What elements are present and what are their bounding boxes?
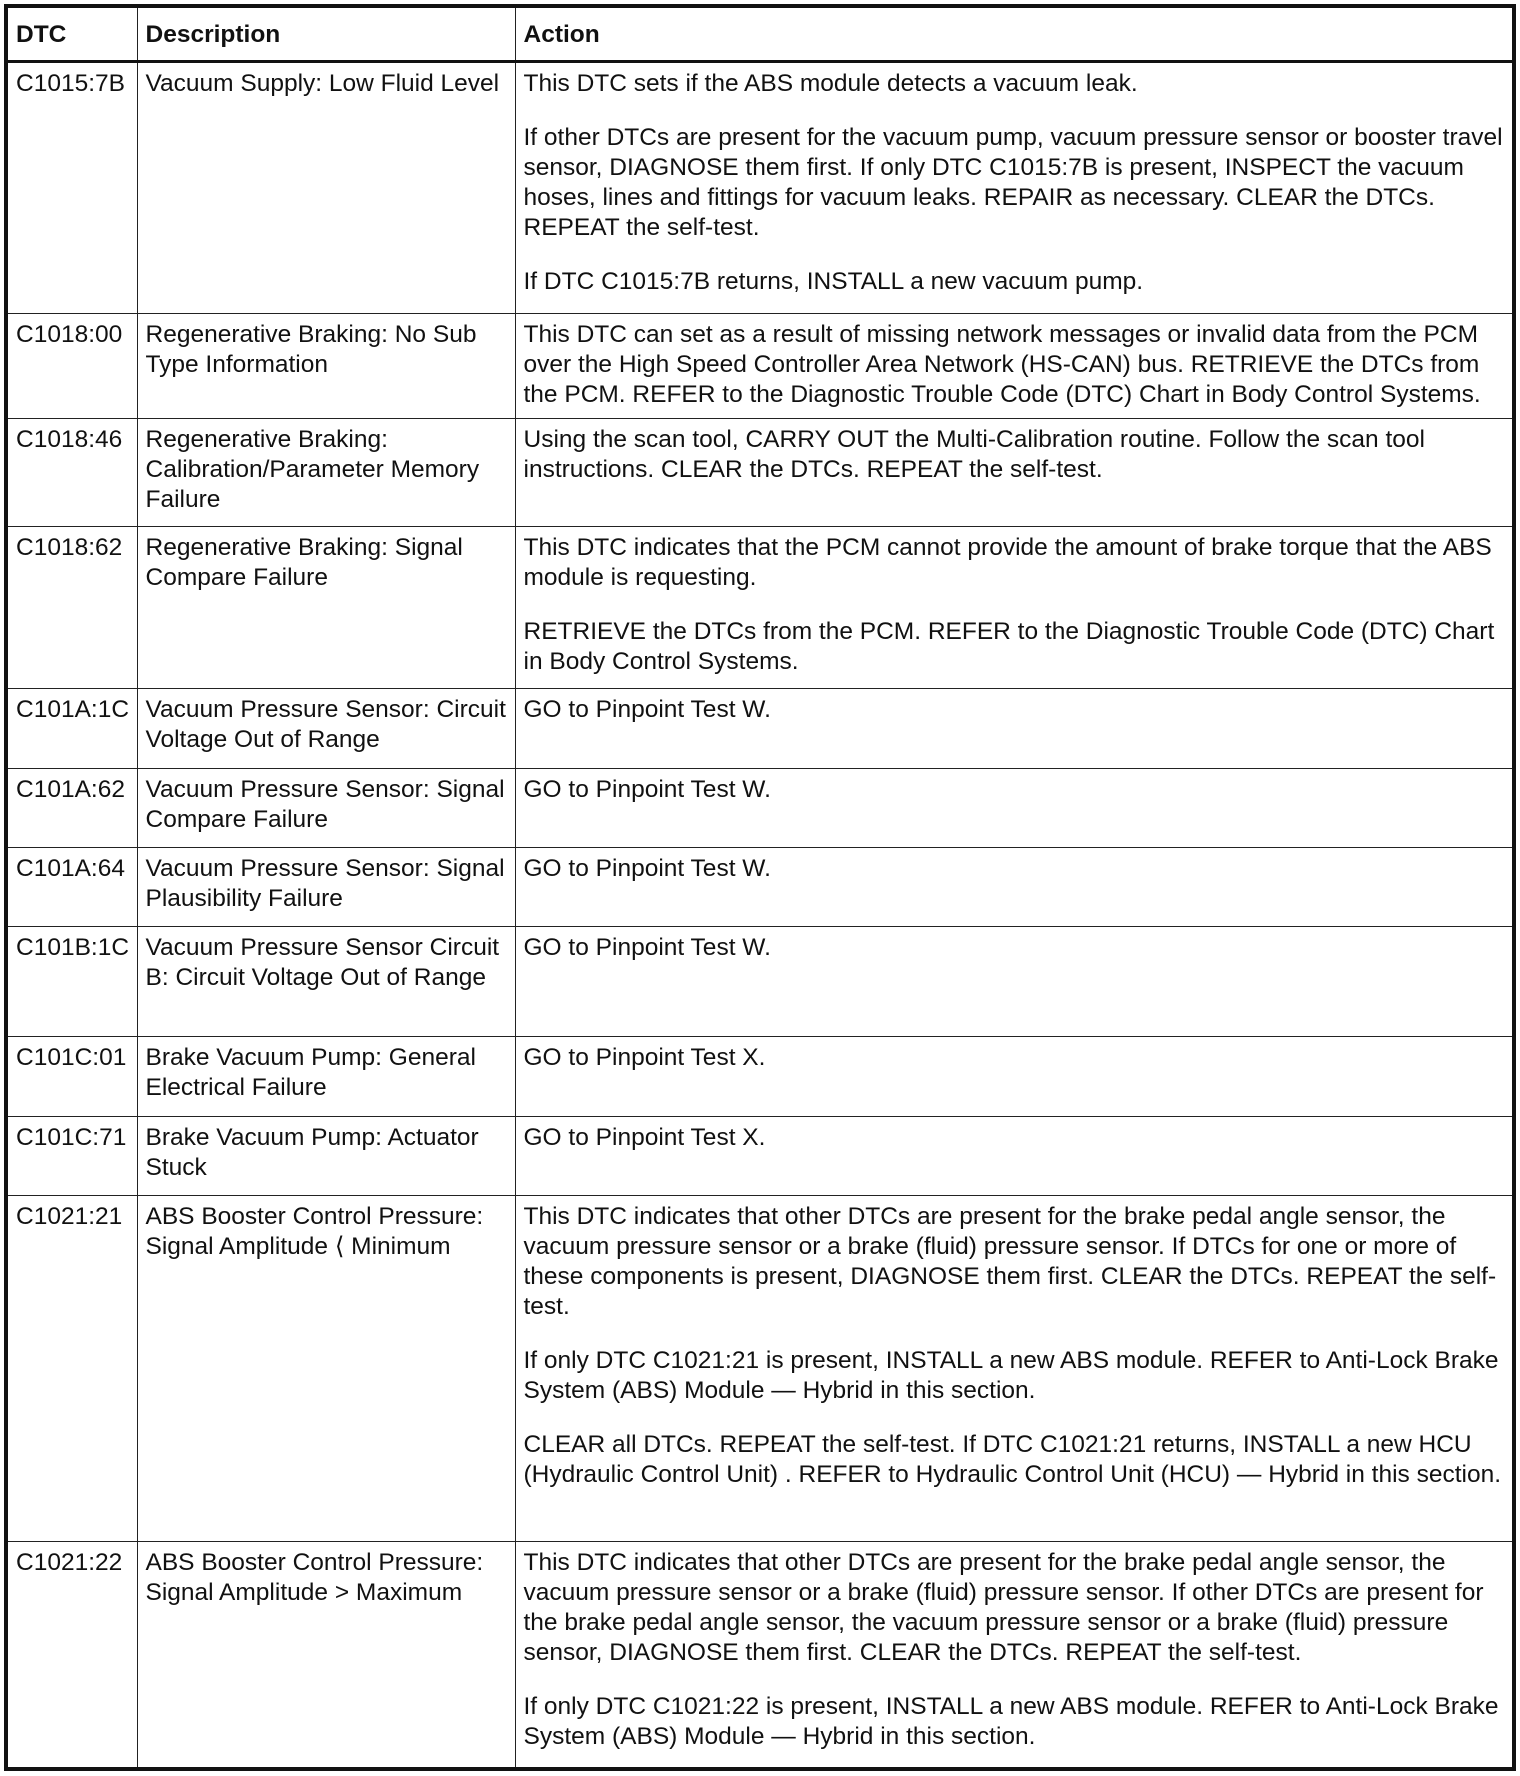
table-row: [6, 689, 1514, 768]
action-paragraph: GO to Pinpoint Test X.: [523, 1123, 766, 1151]
table-row: [6, 314, 1514, 419]
action-paragraph: GO to Pinpoint Test X.: [523, 1044, 766, 1072]
dtc-description: Vacuum Pressure Sensor Circuit B: Circuit Voltage Out of Range: [137, 927, 515, 1037]
dtc-description: ABS Booster Control Pressure: Signal Amplitude ⟨ Minimum: [137, 1195, 515, 1541]
table-header-row: [6, 6, 1514, 62]
dtc-description: Vacuum Pressure Sensor: Signal Plausibility Failure: [137, 848, 515, 927]
header-action: Action: [515, 6, 1514, 62]
table-row: [6, 1037, 1514, 1116]
table-row: [6, 1541, 1514, 1769]
dtc-code: C101A:1C: [6, 689, 137, 768]
dtc-code: C101C:71: [6, 1116, 137, 1195]
dtc-code: C101A:62: [6, 768, 137, 847]
dtc-description: Brake Vacuum Pump: Actuator Stuck: [137, 1116, 515, 1195]
dtc-action: [515, 927, 1514, 1037]
action-paragraph: If DTC C1015:7B returns, INSTALL a new vacuum pump.: [523, 268, 1144, 295]
dtc-action: [515, 314, 1514, 419]
table-row: [6, 927, 1514, 1037]
dtc-description: Vacuum Pressure Sensor: Circuit Voltage Out of Range: [137, 689, 515, 768]
table-row: [6, 526, 1514, 689]
table-row: [6, 1195, 1514, 1541]
action-paragraph: Using the scan tool, CARRY OUT the Multi-Calibration routine. Follow the scan tool instructions. CLEAR the DTCs. REPEAT the self-test.: [523, 425, 1425, 483]
dtc-action: [515, 848, 1514, 927]
dtc-code: C1018:00: [6, 314, 137, 419]
dtc-action: [515, 526, 1514, 689]
dtc-action: [515, 1541, 1514, 1769]
action-paragraph: GO to Pinpoint Test W.: [523, 855, 771, 883]
dtc-action: [515, 418, 1514, 526]
header-dtc: DTC: [6, 6, 137, 62]
action-paragraph: This DTC indicates that the PCM cannot provide the amount of brake torque that the ABS module is requesting.: [523, 533, 1492, 591]
dtc-description: Regenerative Braking: No Sub Type Information: [137, 314, 515, 419]
action-paragraph: This DTC can set as a result of missing network messages or invalid data from the PCM over the High Speed Controller Area Network (HS-CAN) bus. RETRIEVE the DTCs from the PCM. REFER to the Diagnostic Trouble Code (DTC) Chart in Body Control Systems.: [523, 321, 1481, 409]
dtc-table: [4, 4, 1516, 1771]
dtc-action: [515, 62, 1514, 314]
table-row: [6, 418, 1514, 526]
header-description: Description: [137, 6, 515, 62]
action-paragraph: This DTC indicates that other DTCs are present for the brake pedal angle sensor, the vacuum pressure sensor or a brake (fluid) pressure sensor. If DTCs for one or more of these components is present, DIAGNOSE them first. CLEAR the DTCs. REPEAT the self-test.: [523, 1202, 1497, 1320]
dtc-code: C1018:46: [6, 418, 137, 526]
dtc-action: [515, 1037, 1514, 1116]
dtc-table-page: [4, 4, 1516, 1771]
action-paragraph: If only DTC C1021:22 is present, INSTALL a new ABS module. REFER to Anti-Lock Brake System (ABS) Module — Hybrid in this section.: [523, 1692, 1499, 1750]
dtc-action: [515, 689, 1514, 768]
action-paragraph: This DTC sets if the ABS module detects a vacuum leak.: [523, 70, 1138, 97]
dtc-action: [515, 768, 1514, 847]
dtc-description: Brake Vacuum Pump: General Electrical Failure: [137, 1037, 515, 1116]
action-paragraph: CLEAR all DTCs. REPEAT the self-test. If DTC C1021:21 returns, INSTALL a new HCU (Hydraulic Control Unit) . REFER to Hydraulic Control Unit (HCU) — Hybrid in this section.: [523, 1430, 1502, 1488]
action-paragraph: RETRIEVE the DTCs from the PCM. REFER to the Diagnostic Trouble Code (DTC) Chart in Body Control Systems.: [523, 617, 1495, 675]
dtc-description: Vacuum Supply: Low Fluid Level: [137, 62, 515, 314]
dtc-code: C1015:7B: [6, 62, 137, 314]
dtc-action: [515, 1116, 1514, 1195]
action-paragraph: GO to Pinpoint Test W.: [523, 696, 771, 724]
table-row: [6, 1116, 1514, 1195]
action-paragraph: GO to Pinpoint Test W.: [523, 934, 771, 962]
action-paragraph: GO to Pinpoint Test W.: [523, 775, 771, 803]
dtc-action: [515, 1195, 1514, 1541]
action-paragraph: If other DTCs are present for the vacuum pump, vacuum pressure sensor or booster travel sensor, DIAGNOSE them first. If only DTC C1015:7B is present, INSPECT the vacuum hoses, lines and fittings for vacuum leaks. REPAIR as necessary. CLEAR the DTCs. REPEAT the self-test.: [523, 124, 1503, 241]
dtc-code: C101A:64: [6, 848, 137, 927]
action-paragraph: If only DTC C1021:21 is present, INSTALL a new ABS module. REFER to Anti-Lock Brake System (ABS) Module — Hybrid in this section.: [523, 1346, 1499, 1404]
action-paragraph: This DTC indicates that other DTCs are present for the brake pedal angle sensor, the vacuum pressure sensor or a brake (fluid) pressure sensor. If other DTCs are present for the brake pedal angle sensor, the vacuum pressure sensor or a brake (fluid) pressure sensor, DIAGNOSE them first. CLEAR the DTCs. REPEAT the self-test.: [523, 1548, 1484, 1666]
dtc-code: C101C:01: [6, 1037, 137, 1116]
table-row: [6, 848, 1514, 927]
dtc-code: C1018:62: [6, 526, 137, 689]
table-row: [6, 768, 1514, 847]
dtc-description: Regenerative Braking: Signal Compare Failure: [137, 526, 515, 689]
dtc-description: Vacuum Pressure Sensor: Signal Compare Failure: [137, 768, 515, 847]
dtc-code: C1021:21: [6, 1195, 137, 1541]
dtc-code: C101B:1C: [6, 927, 137, 1037]
dtc-code: C1021:22: [6, 1541, 137, 1769]
dtc-description: ABS Booster Control Pressure: Signal Amplitude > Maximum: [137, 1541, 515, 1769]
table-row: [6, 62, 1514, 314]
dtc-description: Regenerative Braking: Calibration/Parameter Memory Failure: [137, 418, 515, 526]
